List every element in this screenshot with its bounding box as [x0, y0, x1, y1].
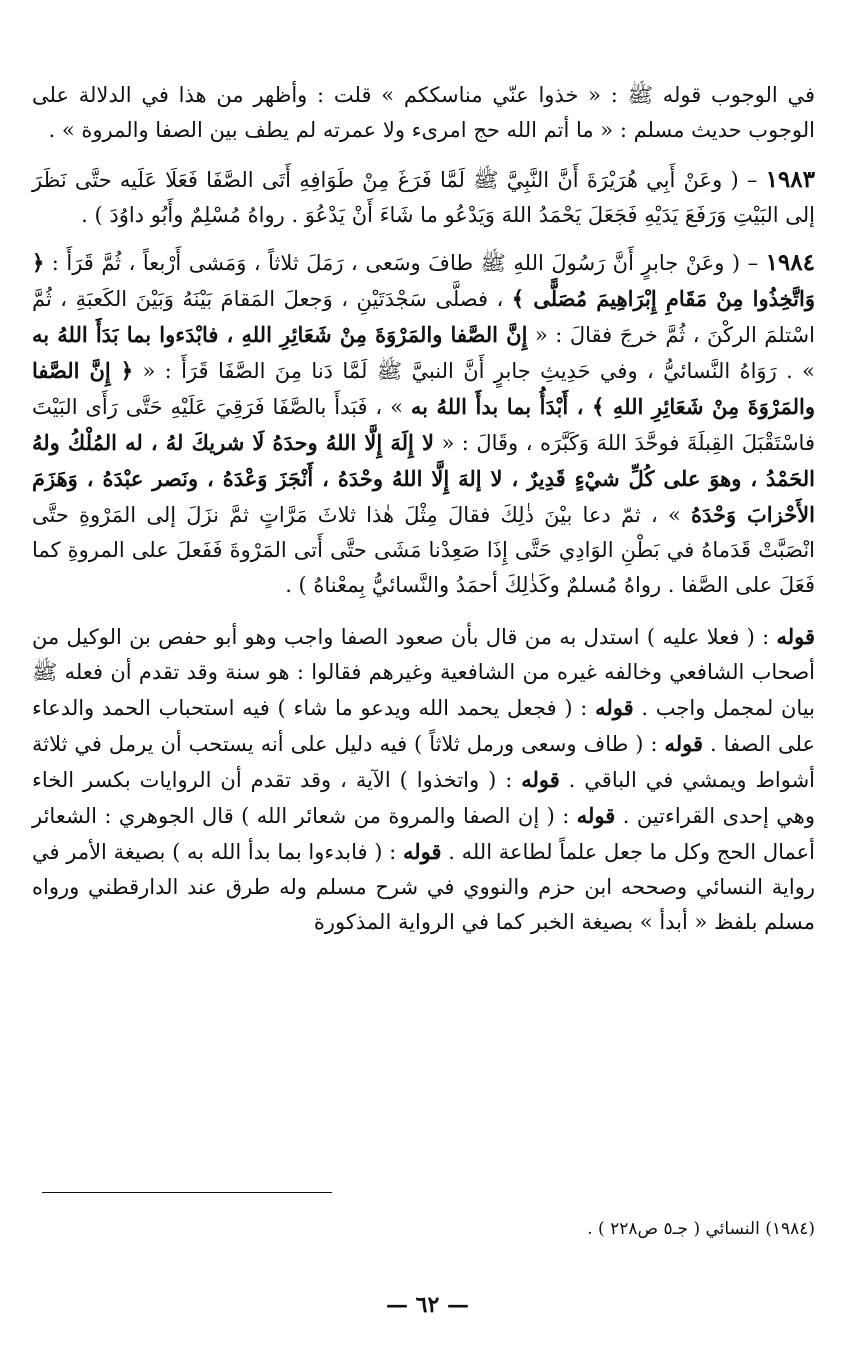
commentary-text: : ( فجعل يحمد الله ويدعو ما شاء ) فيه استحباب الحمد والدعاء على الصفا .	[32, 696, 815, 756]
hadith-text: » ، فَبَدأَ بالصَّفَا فَرَقِيَ عَلَيْهِ حَتَّى رَأَى البَيْتَ فاسْتَقْبَلَ القِبلَةَ فوحَّدَ اللهَ وَكَبَّرَه ، وقَالَ : «	[32, 395, 815, 455]
commentary-label: قوله	[595, 695, 634, 720]
prophet-quote: ﴿ إِنَّ الصَّفا والمَرْوَةَ مِنْ شَعَائِرِ اللهِ ﴾ ، أَبْدَأُ بما بدأَ اللهُ به	[32, 358, 815, 419]
hadith-text: – ( وعَنْ جابرٍ أَنَّ رَسُولَ اللهِ ﷺ طافَ وسَعى ، رَمَلَ ثلاثاً ، وَمَشى أَرْبعاً ، ثُمَّ قَرَأَ :	[44, 251, 766, 275]
quran-quote: ﴿ وَاتَّخِذُوا مِنْ مَقَامِ إِبْرَاهِيمَ مُصَلًّى ﴾	[32, 250, 815, 311]
page-number: — ٦٢ —	[386, 1292, 469, 1318]
hadith-1984	[32, 245, 815, 603]
footnote-text: (١٩٨٤) النسائي ( جـ٥ ص٢٢٨ ) .	[587, 1219, 815, 1239]
hadith-number: ١٩٨٤	[765, 249, 815, 276]
hadith-1983	[32, 162, 815, 233]
dhikr-quote: لا إِلَهَ إِلَّا اللهُ وحدَهُ لَا شريكَ لهُ ، له المُلْكُ ولهُ الحَمْدُ ، وهوَ على كُلِّ شيْءٍ قَدِيرٌ ، لا إلهَ إِلَّا اللهُ وحْدَهُ ، أَنْجَزَ وَعْدَهُ ، ونَصر عبْدَهُ ، وَهَزَمَ الأَحْزابَ وَحْدَهُ	[32, 430, 815, 527]
commentary-label: قوله	[776, 624, 815, 649]
intro-text: في الوجوب قوله ﷺ : « خذوا عنّي مناسككم » قلت : وأظهر من هذا في الدلالة على الوجوب حديث مسلم : « ما أتم الله حج امرىء ولا عمرته لم يطف بين الصفا والمروة » .	[32, 83, 815, 142]
commentary-label: قوله	[576, 803, 616, 828]
hadith-text: » . رَوَاهُ النَّسائيُّ ، وفي حَدِيثِ جابرٍ أَنَّ النبيَّ ﷺ لَمَّا دَنا مِنَ الصَّفَا قَرَأَ : «	[133, 359, 815, 383]
hadith-number: ١٩٨٣	[765, 166, 815, 193]
commentary-text: : ( إن الصفا والمروة من شعائر الله ) قال الجوهري : الشعائر أعمال الحج وكل ما جعل علماً لطاعة الله .	[32, 804, 815, 864]
commentary-label: قوله	[402, 839, 442, 864]
main-text	[32, 78, 815, 954]
commentary-label: قوله	[521, 767, 560, 792]
intro-paragraph	[32, 78, 815, 148]
hadith-text: » ، ثمّ دعا بيْنَ ذٰلِكَ فقالَ مِثْلَ هٰذا ثلاثَ مَرَّاتٍ ثمَّ نزَلَ إلى المَرْوةِ حتَّى انْصَبَّتْ قَدَماهُ في بَطْنِ الوَادِي حَتَّى إِذَا صَعِدْنا مَشَى حتَّى أَتى المَرْوةَ فَفَعلَ على المروةِ كما فَعَلَ على الصَّفا . رواهُ مُسلمٌ وكَذٰلِكَ أحمَدُ والنَّسائيُّ بِمعْناهُ ) .	[32, 503, 815, 597]
footnote	[40, 1216, 815, 1242]
commentary-text: : ( طاف وسعى ورمل ثلاثاً ) فيه دليل على أنه يستحب أن يرمل في ثلاثة أشواط ويمشي في الباقي .	[32, 732, 815, 792]
commentary-text: : ( فابدءوا بما بدأ الله به ) بصيغة الأمر في رواية النسائي وصححه ابن حزم والنووي في شرح مسلم وله طرق عند الدارقطني ورواه مسلم بلفظ « أبدأ » بصيغة الخبر كما في الرواية المذكورة	[32, 840, 815, 934]
commentary-paragraph	[32, 619, 815, 940]
hadith-text: – ( وعَنْ أَبِي هُرَيْرَةَ أَنَّ النَّبِيَّ ﷺ لَمَّا فَرَغَ مِنْ طَوَافِهِ أَتَى الصَّفَا فَعَلَا عَلَيه حتَّى نَظَرَ إلى البَيْتِ وَرَفَعَ يَدَيْهِ فَجَعَلَ يَحْمَدُ اللهَ وَيَدْعُو ما شَاءَ أَنْ يَدْعُوَ . رواهُ مُسْلِمٌ وأَبُو داوُدَ ) .	[32, 168, 815, 227]
commentary-text: : ( فعلا عليه ) استدل به من قال بأن صعود الصفا واجب وهو أبو حفص بن الوكيل من أصحاب الشافعي وخالفه غيره من الشافعية وغيرهم فقالوا : هو سنة وقد تقدم أن فعله ﷺ بيان لمجمل واجب .	[32, 625, 815, 720]
commentary-label: قوله	[664, 731, 704, 756]
hadith-text: ، فصلَّى سَجْدَتَيْنِ ، وَجعلَ المَقامَ بَيْنَهُ وَبَيْنَ الكَعبَةِ ، ثُمَّ اسْتلمَ الركْنَ ، ثُمَّ خرجَ فقالَ : «	[32, 287, 815, 347]
prophet-quote: إِنَّ الصَّفا والمَرْوَةَ مِنْ شَعَائِرِ اللهِ ، فابْدَءوا بما بَدَأَ اللهُ به	[32, 322, 528, 347]
commentary-text: : ( واتخذوا ) الآية ، وقد تقدم أن الروايات بكسر الخاء وهي إحدى القراءتين .	[32, 768, 816, 828]
footnote-divider	[42, 1192, 332, 1193]
